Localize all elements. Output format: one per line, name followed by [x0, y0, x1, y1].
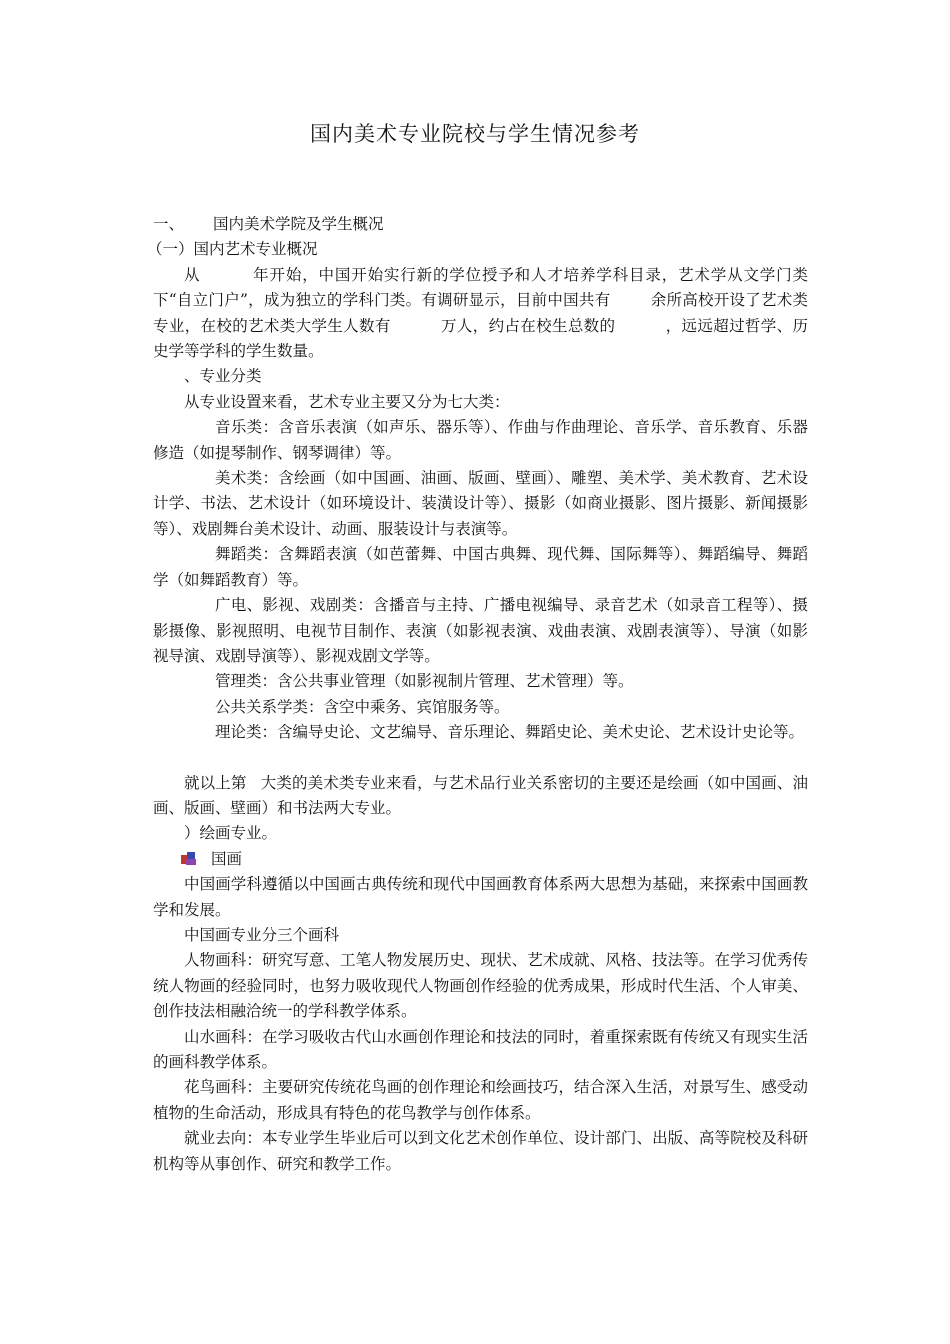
category-intro: 从专业设置来看，艺术专业主要又分为七大类： — [184, 392, 510, 411]
section-number: 一、 — [153, 215, 185, 233]
spacer — [153, 746, 808, 771]
category-pr: 公共关系学类：含空中乘务、宾馆服务等。 — [215, 697, 510, 716]
summary-text-2: 大类的美术类专业来看，与艺术品行业关系密切的主要还是绘画（如中国画、油画、版画、壁画）和书法两大专业。 — [153, 773, 808, 817]
category-theory: 理论类：含编导史论、文艺编导、音乐理论、舞蹈史论、美术史论、艺术设计史论等。 — [215, 723, 805, 742]
category-art: 美术类：含绘画（如中国画、油画、版画、壁画）、雕塑、美术学、美术教育、艺术设计学、书法、艺术设计（如环境设计、装潢设计等）、摄影（如商业摄影、图片摄影、新闻摄影等）、戏剧舞台美术设计、动画、服装设计与表演等。 — [153, 469, 808, 538]
guohua-landscape: 山水画科：在学习吸收古代山水画创作理论和技法的同时，着重探索既有传统又有现实生活的画科教学体系。 — [153, 1027, 808, 1071]
section-heading — [153, 212, 808, 237]
guohua-intro: 中国画学科遵循以中国画古典传统和现代中国画教育体系两大思想为基础，来探索中国画教学和发展。 — [153, 875, 808, 919]
document-body — [147, 212, 808, 1177]
guohua-label: 国画 — [211, 849, 243, 868]
summary-text-1: 就以上第 — [184, 773, 247, 792]
intro-text-1: 从 — [184, 265, 201, 284]
guohua-flower: 花鸟画科：主要研究传统花鸟画的创作理论和绘画技巧，结合深入生活，对景写生、感受动植物的生命活动，形成具有特色的花鸟教学与创作体系。 — [153, 1078, 808, 1122]
subsection-heading: （一）国内艺术专业概况 — [147, 240, 318, 259]
guohua-figure: 人物画科：研究写意、工笔人物发展历史、现状、艺术成就、风格、技法等。在学习优秀传统人物画的经验同时，也努力吸收现代人物画创作经验的优秀成果，形成时代生活、个人审美、创作技法相融洽统一的学科教学体系。 — [153, 951, 808, 1021]
painting-heading: ）绘画专业。 — [184, 824, 278, 843]
section-heading-text: 国内美术学院及学生概况 — [213, 215, 384, 233]
intro-text-4: 万人，约占在校生总数的 — [440, 316, 616, 335]
intro-paragraph — [153, 263, 808, 365]
category-heading: 、专业分类 — [184, 367, 262, 386]
summary-paragraph — [153, 771, 808, 822]
category-music: 音乐类：含音乐表演（如声乐、器乐等）、作曲与作曲理论、音乐学、音乐教育、乐器修造（如提琴制作、钢琴调律）等。 — [153, 418, 808, 462]
category-media: 广电、影视、戏剧类：含播音与主持、广播电视编导、录音艺术（如录音工程等）、摄影摄像、影视照明、电视节目制作、表演（如影视表演、戏曲表演、戏剧表演等）、导演（如影视导演、戏剧导演等）、影视戏剧文学等。 — [153, 596, 808, 665]
guohua-heading — [153, 847, 808, 872]
guohua-career: 就业去向：本专业学生毕业后可以到文化艺术创作单位、设计部门、出版、高等院校及科研机构等从事创作、研究和教学工作。 — [153, 1129, 808, 1173]
document-title: 国内美术专业院校与学生情况参考 — [310, 122, 640, 146]
colored-blocks-bullet-icon — [181, 852, 197, 866]
guohua-subjects: 中国画专业分三个画科 — [184, 925, 340, 944]
category-dance: 舞蹈类：含舞蹈表演（如芭蕾舞、中国古典舞、现代舞、国际舞等）、舞蹈编导、舞蹈学（如舞蹈教育）等。 — [153, 545, 808, 589]
intro-text-5: ，远远超过哲学、历史学等学科的学生数量。 — [153, 316, 808, 361]
intro-text-3: 余所高校开设了艺术类专业，在校的艺术类大学生人数有 — [153, 291, 808, 335]
category-management: 管理类：含公共事业管理（如影视制片管理、艺术管理）等。 — [215, 672, 634, 691]
intro-text-2: 年开始，中国开始实行新的学位授予和人才培养学科目录，艺术学从文学门类下“自立门户”，成为独立的学科门类。有调研显示，目前中国共有 — [153, 265, 808, 310]
